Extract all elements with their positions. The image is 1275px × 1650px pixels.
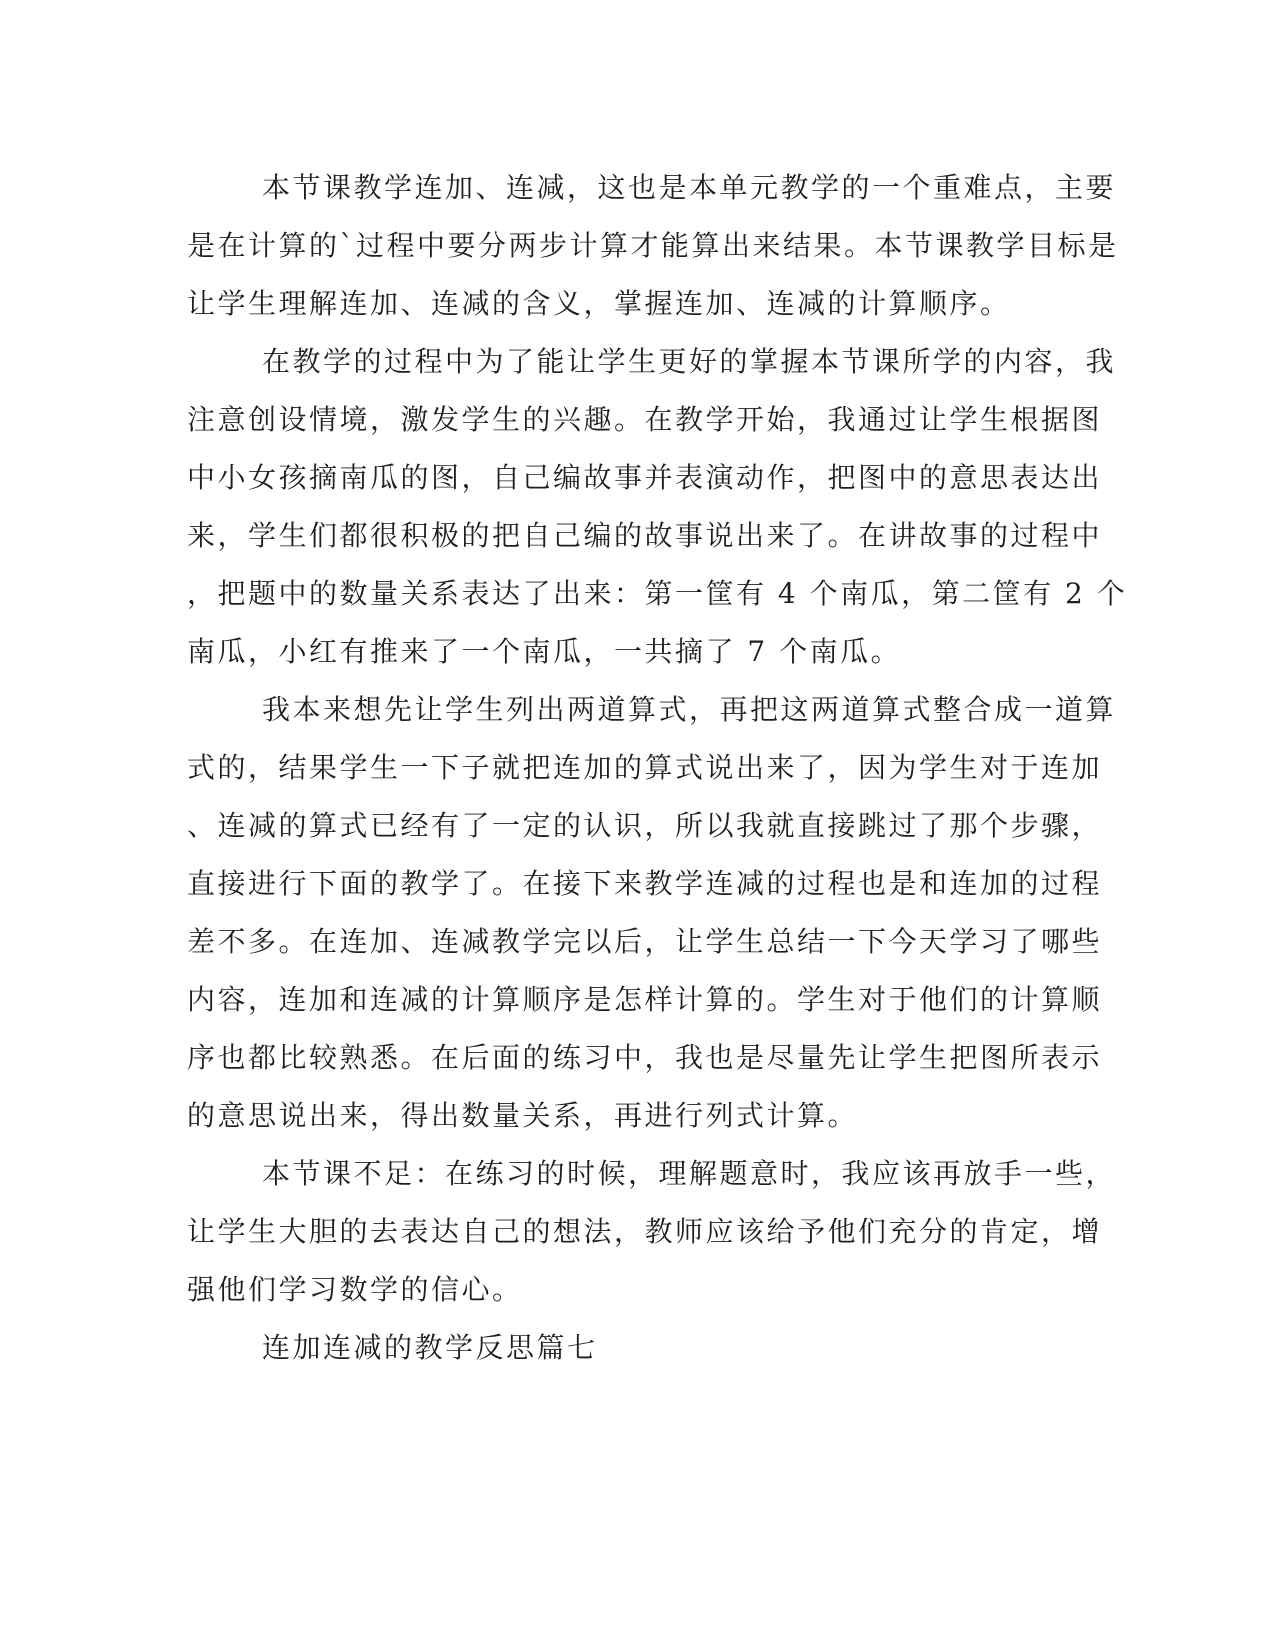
paragraph-3-line-6: 内容，连加和连减的计算顺序是怎样计算的。学生对于他们的计算顺 xyxy=(187,983,1103,1016)
paragraph-2-line-1: 在教学的过程中为了能让学生更好的掌握本节课所学的内容，我 xyxy=(262,345,1117,378)
paragraph-2-line-3: 中小女孩摘南瓜的图，自己编故事并表演动作，把图中的意思表达出 xyxy=(187,461,1103,494)
paragraph-3-line-2: 式的，结果学生一下子就把连加的算式说出来了，因为学生对于连加 xyxy=(187,751,1103,784)
paragraph-3-line-8: 的意思说出来，得出数量关系，再进行列式计算。 xyxy=(187,1099,859,1132)
paragraph-2-line-5: ，把题中的数量关系表达了出来：第一筐有 4 个南瓜，第二筐有 2 个 xyxy=(187,577,1128,610)
paragraph-2-line-6: 南瓜，小红有推来了一个南瓜，一共摘了 7 个南瓜。 xyxy=(187,635,902,668)
paragraph-3-line-3: 、连减的算式已经有了一定的认识，所以我就直接跳过了那个步骤， xyxy=(187,809,1103,842)
paragraph-4-line-3: 强他们学习数学的信心。 xyxy=(187,1273,523,1306)
section-heading: 连加连减的教学反思篇七 xyxy=(262,1331,598,1364)
paragraph-1-line-1: 本节课教学连加、连减，这也是本单元教学的一个重难点，主要 xyxy=(262,171,1117,204)
paragraph-3-line-7: 序也都比较熟悉。在后面的练习中，我也是尽量先让学生把图所表示 xyxy=(187,1041,1103,1074)
paragraph-2-line-2: 注意创设情境，激发学生的兴趣。在教学开始，我通过让学生根据图 xyxy=(187,403,1103,436)
paragraph-4-line-1: 本节课不足：在练习的时候，理解题意时，我应该再放手一些， xyxy=(262,1157,1117,1190)
paragraph-2-line-4: 来，学生们都很积极的把自己编的故事说出来了。在讲故事的过程中 xyxy=(187,519,1103,552)
paragraph-3-line-4: 直接进行下面的教学了。在接下来教学连减的过程也是和连加的过程 xyxy=(187,867,1103,900)
paragraph-1-line-3: 让学生理解连加、连减的含义，掌握连加、连减的计算顺序。 xyxy=(187,287,1011,320)
paragraph-4-line-2: 让学生大胆的去表达自己的想法，教师应该给予他们充分的肯定，增 xyxy=(187,1215,1103,1248)
paragraph-3-line-1: 我本来想先让学生列出两道算式，再把这两道算式整合成一道算 xyxy=(262,693,1117,726)
paragraph-3-line-5: 差不多。在连加、连减教学完以后，让学生总结一下今天学习了哪些 xyxy=(187,925,1103,958)
paragraph-1-line-2: 是在计算的`过程中要分两步计算才能算出来结果。本节课教学目标是 xyxy=(187,229,1119,262)
